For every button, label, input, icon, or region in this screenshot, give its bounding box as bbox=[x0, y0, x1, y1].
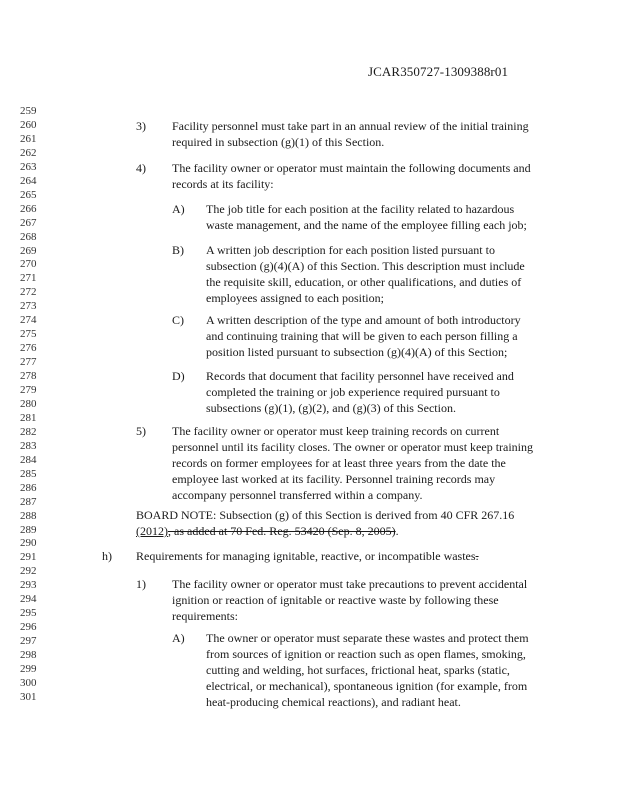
paragraph-item-4: The facility owner or operator must maintain the following documents and records at its facility: bbox=[172, 161, 531, 191]
paragraph-h1: The facility owner or operator must take precautions to prevent accidental ignition or reaction of ignitable or reactive waste by following these requirements: bbox=[172, 577, 528, 623]
line-number: 262 bbox=[20, 146, 37, 159]
line-number: 267 bbox=[20, 216, 37, 229]
line-number: 298 bbox=[20, 649, 37, 662]
line-number: 275 bbox=[20, 328, 37, 341]
line-number: 278 bbox=[20, 370, 37, 383]
line-number: 271 bbox=[20, 272, 37, 285]
document-id: JCAR350727-1309388r01 bbox=[368, 64, 509, 79]
line-number: 270 bbox=[20, 258, 37, 271]
item-label: D) bbox=[172, 369, 185, 383]
line-number: 293 bbox=[20, 579, 37, 592]
line-number: 295 bbox=[20, 607, 37, 620]
line-number: 301 bbox=[20, 690, 37, 703]
line-number: 272 bbox=[20, 286, 37, 299]
line-number: 269 bbox=[20, 244, 37, 257]
line-number: 276 bbox=[20, 342, 37, 355]
line-number: 261 bbox=[20, 132, 37, 145]
line-number: 285 bbox=[20, 467, 37, 480]
line-number: 288 bbox=[20, 509, 37, 522]
line-number: 265 bbox=[20, 188, 37, 201]
paragraph-item-3: Facility personnel must take part in an annual review of the initial training required in subsection (g)(1) of this Section. bbox=[172, 119, 529, 149]
line-number: 289 bbox=[20, 523, 37, 536]
line-number: 280 bbox=[20, 397, 37, 410]
line-number: 264 bbox=[20, 174, 37, 187]
line-number: 291 bbox=[20, 551, 37, 564]
line-number: 296 bbox=[20, 621, 37, 634]
item-label: 4) bbox=[136, 161, 146, 175]
item-label: C) bbox=[172, 313, 184, 327]
line-number: 279 bbox=[20, 384, 37, 396]
line-number: 299 bbox=[20, 663, 37, 675]
line-number: 263 bbox=[20, 160, 37, 173]
paragraph-item-5: The facility owner or operator must keep training records on current personnel until its facility closes. The owner or operator must keep training records on former employees for at least three years from the date the employee last worked at its facility. Personnel training records may accompany personnel transferred within a company. bbox=[172, 424, 534, 502]
section-h-heading: Requirements for managing ignitable, reactive, or incompatible wastes. bbox=[136, 549, 479, 563]
paragraph-item-4a: The job title for each position at the facility related to hazardous waste management, and the name of the employee filling each job; bbox=[206, 202, 527, 232]
line-number: 290 bbox=[20, 537, 37, 550]
line-number: 260 bbox=[20, 118, 37, 131]
item-label: A) bbox=[172, 202, 185, 216]
line-number: 300 bbox=[20, 676, 37, 689]
line-number: 281 bbox=[20, 411, 37, 424]
paragraph-h1a: The owner or operator must separate these wastes and protect them from sources of ignition or reaction such as open flames, smoking, cutting and welding, hot surfaces, frictional heat, sparks (static, electrical, or mechanical), spontaneous ignition (for example, from heat-producing chemical reactions), and radiant heat. bbox=[206, 631, 529, 709]
line-number: 283 bbox=[20, 439, 37, 452]
line-number: 268 bbox=[20, 230, 37, 243]
line-number: 277 bbox=[20, 356, 37, 369]
line-number: 259 bbox=[20, 105, 37, 117]
section-label: h) bbox=[102, 549, 112, 563]
line-number: 284 bbox=[20, 453, 37, 466]
item-label: 5) bbox=[136, 424, 146, 438]
line-number: 282 bbox=[20, 425, 37, 438]
item-label: B) bbox=[172, 243, 184, 257]
item-label: 3) bbox=[136, 119, 146, 133]
item-label: 1) bbox=[136, 577, 146, 591]
line-number: 297 bbox=[20, 635, 37, 648]
line-number: 287 bbox=[20, 495, 37, 508]
paragraph-item-4d: Records that document that facility personnel have received and completed the training or job experience required pursuant to subsections (g)(1), (g)(2), and (g)(3) of this Section. bbox=[206, 369, 514, 415]
line-number: 266 bbox=[20, 202, 37, 215]
line-number: 286 bbox=[20, 481, 37, 494]
paragraph-item-4b: A written job description for each position listed pursuant to subsection (g)(4)(A) of this Section. This description must include the requisite skill, education, or other qualifications, and duties of employees assigned to each position; bbox=[206, 243, 525, 305]
paragraph-item-4c: A written description of the type and amount of both introductory and continuing training that will be given to each person filling a position listed pursuant to subsection (g)(4)(A) of this Section; bbox=[206, 313, 521, 359]
board-note: BOARD NOTE: Subsection (g) of this Section is derived from 40 CFR 267.16 (2012), as added at 70 Fed. Reg. 53420 (Sep. 8, 2005). bbox=[136, 508, 515, 538]
item-label: A) bbox=[172, 631, 185, 645]
line-number: 292 bbox=[20, 565, 37, 578]
line-number: 294 bbox=[20, 593, 37, 606]
line-number: 274 bbox=[20, 314, 37, 327]
line-number: 273 bbox=[20, 300, 37, 313]
